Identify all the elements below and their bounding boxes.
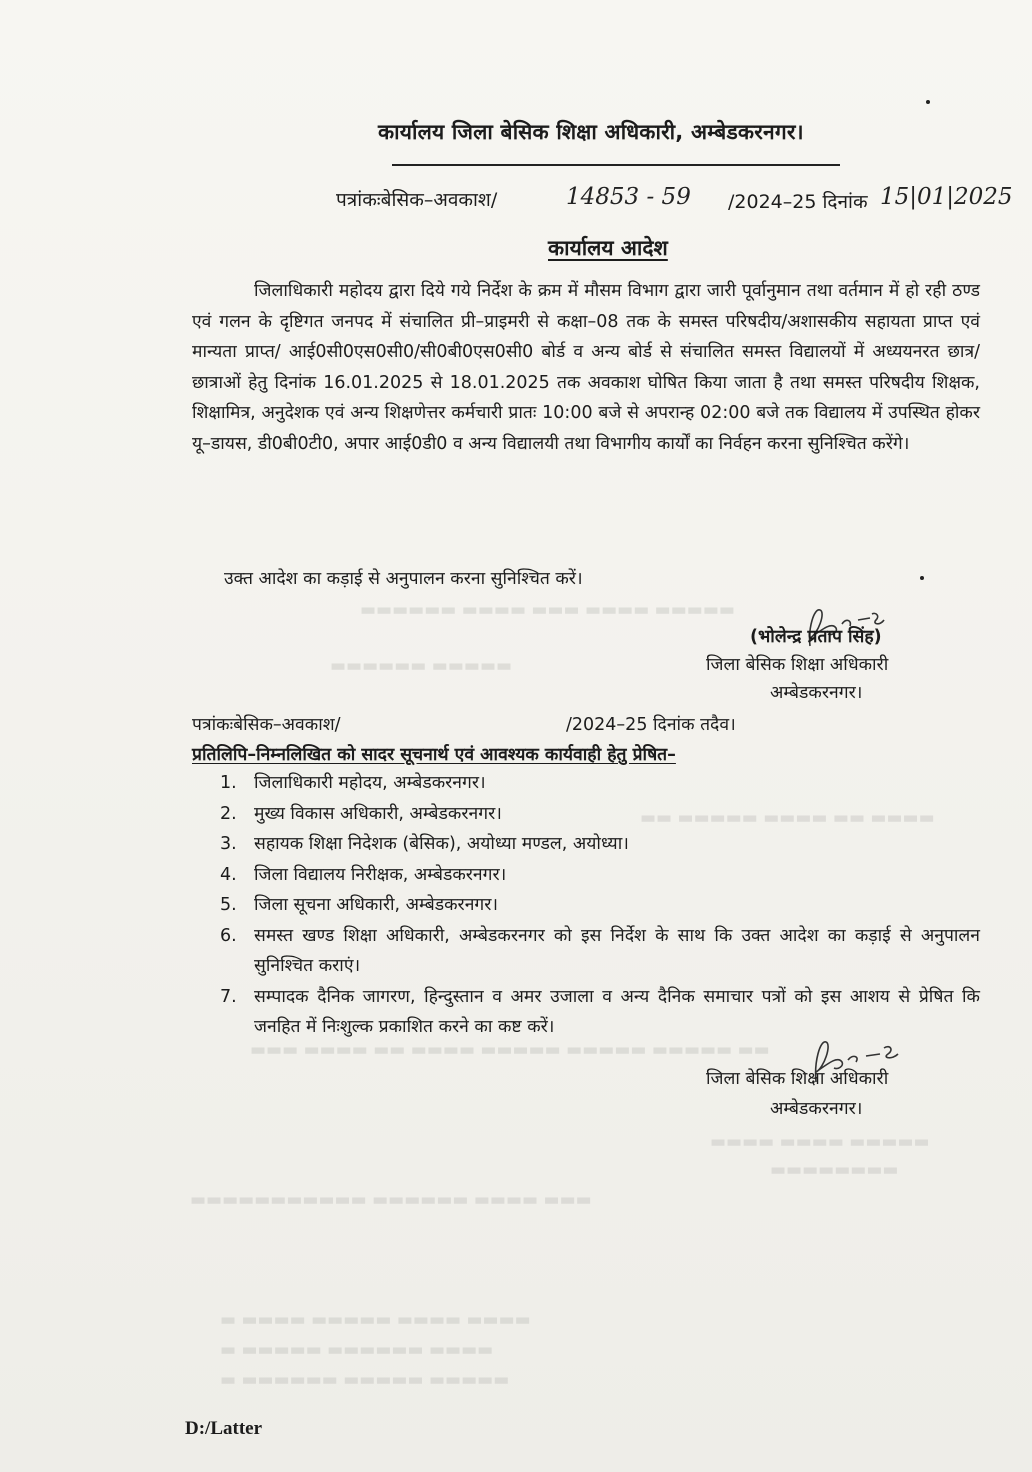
order-heading: कार्यालय आदेश — [548, 236, 668, 260]
signatory2-place: अम्बेडकरनगर। — [770, 1099, 863, 1119]
bleed-through-text: ▬ ▬▬▬▬▬ ▬▬▬▬▬▬ ▬▬▬▬ — [220, 1340, 494, 1360]
footer-file-path: D:/Latter — [185, 1418, 263, 1439]
bleed-through-text: ▬▬▬▬▬▬▬▬ — [770, 1160, 899, 1180]
bleed-through-text: ▬▬▬▬ ▬▬▬▬ ▬▬▬▬▬ — [710, 1132, 930, 1152]
list-item-text: जिला सूचना अधिकारी, अम्बेडकरनगर। — [254, 895, 499, 915]
handwritten-date: 15|01|2025 — [880, 184, 1013, 210]
list-item-text: मुख्य विकास अधिकारी, अम्बेडकरनगर। — [254, 803, 502, 824]
list-item-number: 4. — [220, 864, 237, 885]
list-item — [220, 829, 980, 860]
list-item-number: 1. — [220, 773, 237, 793]
bleed-through-text: ▬▬ ▬▬▬▬▬ ▬▬▬▬ ▬▬ ▬▬▬▬ — [640, 808, 935, 828]
list-item — [220, 921, 980, 982]
list-item-text: जिला विद्यालय निरीक्षक, अम्बेडकरनगर। — [254, 864, 507, 885]
copy-heading: प्रतिलिपि–निम्नलिखित को सादर सूचनार्थ एवं आवश्यक कार्यवाही हेतु प्रेषित– — [192, 745, 676, 765]
list-item-text: समस्त खण्ड शिक्षा अधिकारी, अम्बेडकरनगर को इस निर्देश के साथ कि उक्त आदेश का कड़ाई से अनुपालन सुनिश्चित कराएं। — [254, 925, 980, 976]
list-item — [220, 768, 980, 799]
bleed-through-text: ▬ ▬▬▬▬▬▬ ▬▬▬▬▬ ▬▬▬▬▬ — [220, 1370, 510, 1390]
list-item-number: 7. — [220, 986, 237, 1007]
signatory-place: अम्बेडकरनगर। — [770, 683, 863, 703]
copy-recipient-list — [220, 768, 980, 1043]
signatory-title: जिला बेसिक शिक्षा अधिकारी — [706, 655, 889, 675]
order-body — [192, 276, 980, 460]
speck — [920, 576, 924, 580]
order-body-text: जिलाधिकारी महोदय द्वारा दिये गये निर्देश के क्रम में मौसम विभाग द्वारा जारी पूर्वानुमान तथा वर्तमान में हो रही ठण्ड एवं गलन के दृष्टिगत जनपद में संचालित प्री–प्राइमरी से कक्षा–08 तक के समस्त परिषदीय/अशासकीय सहायता प्राप्त एवं मान्यता प्राप्त/ आई0सी0एस0सी0/सी0बी0एस0सी0 बोर्ड व अन्य बोर्ड से संचालित समस्त विद्यालयों में अध्ययनरत छात्र/छात्राओं हेतु दिनांक 16.01.2025 से 18.01.2025 तक अवकाश घोषित किया जाता है तथा समस्त परिषदीय शिक्षक, शिक्षामित्र, अनुदेशक एवं अन्य शिक्षणेत्तर कर्मचारी प्रातः 10:00 बजे से अपरान्ह 02:00 बजे तक विद्यालय में उपस्थित होकर यू–डायस, डी0बी0टी0, अपार आई0डी0 व अन्य विद्यालयी तथा विभागीय कार्यों का निर्वहन करना सुनिश्चित करेंगे। — [192, 281, 980, 454]
compliance-line: उक्त आदेश का कड़ाई से अनुपालन करना सुनिश्चित करें। — [224, 569, 583, 589]
bleed-through-text: ▬▬▬▬▬▬ ▬▬▬▬▬ — [330, 656, 513, 676]
list-item-text: सम्पादक दैनिक जागरण, हिन्दुस्तान व अमर उजाला व अन्य दैनिक समाचार पत्रों को इस आशय से प्रेषित कि जनहित में निःशुल्क प्रकाशित करने का कष्ट करें। — [254, 986, 980, 1037]
list-item-number: 2. — [220, 803, 237, 824]
title-underline — [392, 164, 840, 166]
handwritten-reference-number: 14853 - 59 — [566, 184, 691, 210]
list-item — [220, 799, 980, 830]
list-item — [220, 860, 980, 891]
list-item-number: 3. — [220, 834, 237, 854]
copy-reference-suffix: /2024–25 दिनांक तदैव। — [566, 715, 736, 735]
reference-year: /2024–25 दिनांक — [728, 191, 868, 213]
list-item-number: 5. — [220, 895, 237, 915]
list-item-text: सहायक शिक्षा निदेशक (बेसिक), अयोध्या मण्डल, अयोध्या। — [254, 834, 629, 854]
copy-reference-prefix: पत्रांकःबेसिक–अवकाश/ — [192, 715, 341, 735]
bleed-through-text: ▬▬▬▬▬▬ ▬▬▬▬ ▬▬▬ ▬▬▬▬ ▬▬▬▬▬ — [360, 600, 735, 620]
signatory-name: (भोलेन्द्र प्रताप सिंह) — [750, 627, 882, 647]
office-title: कार्यालय जिला बेसिक शिक्षा अधिकारी, अम्बेडकरनगर। — [378, 120, 804, 144]
speck — [926, 100, 930, 104]
list-item-text: जिलाधिकारी महोदय, अम्बेडकरनगर। — [254, 773, 486, 793]
reference-prefix: पत्रांकःबेसिक–अवकाश/ — [336, 189, 498, 211]
bleed-through-text: ▬▬▬▬▬▬▬▬▬▬▬ ▬▬▬▬▬▬ ▬▬▬▬ ▬▬▬ — [190, 1190, 592, 1210]
list-item — [220, 890, 980, 921]
bleed-through-text: ▬▬▬ ▬▬▬▬ ▬▬ ▬▬▬▬ ▬▬▬▬▬ ▬▬▬▬▬ ▬▬▬▬▬ ▬▬ — [250, 1040, 770, 1060]
signatory2-title: जिला बेसिक शिक्षा अधिकारी — [706, 1069, 889, 1089]
bleed-through-text: ▬ ▬▬▬▬ ▬▬▬▬▬ ▬▬▬▬ ▬▬▬▬ — [220, 1310, 531, 1330]
list-item-number: 6. — [220, 925, 237, 946]
